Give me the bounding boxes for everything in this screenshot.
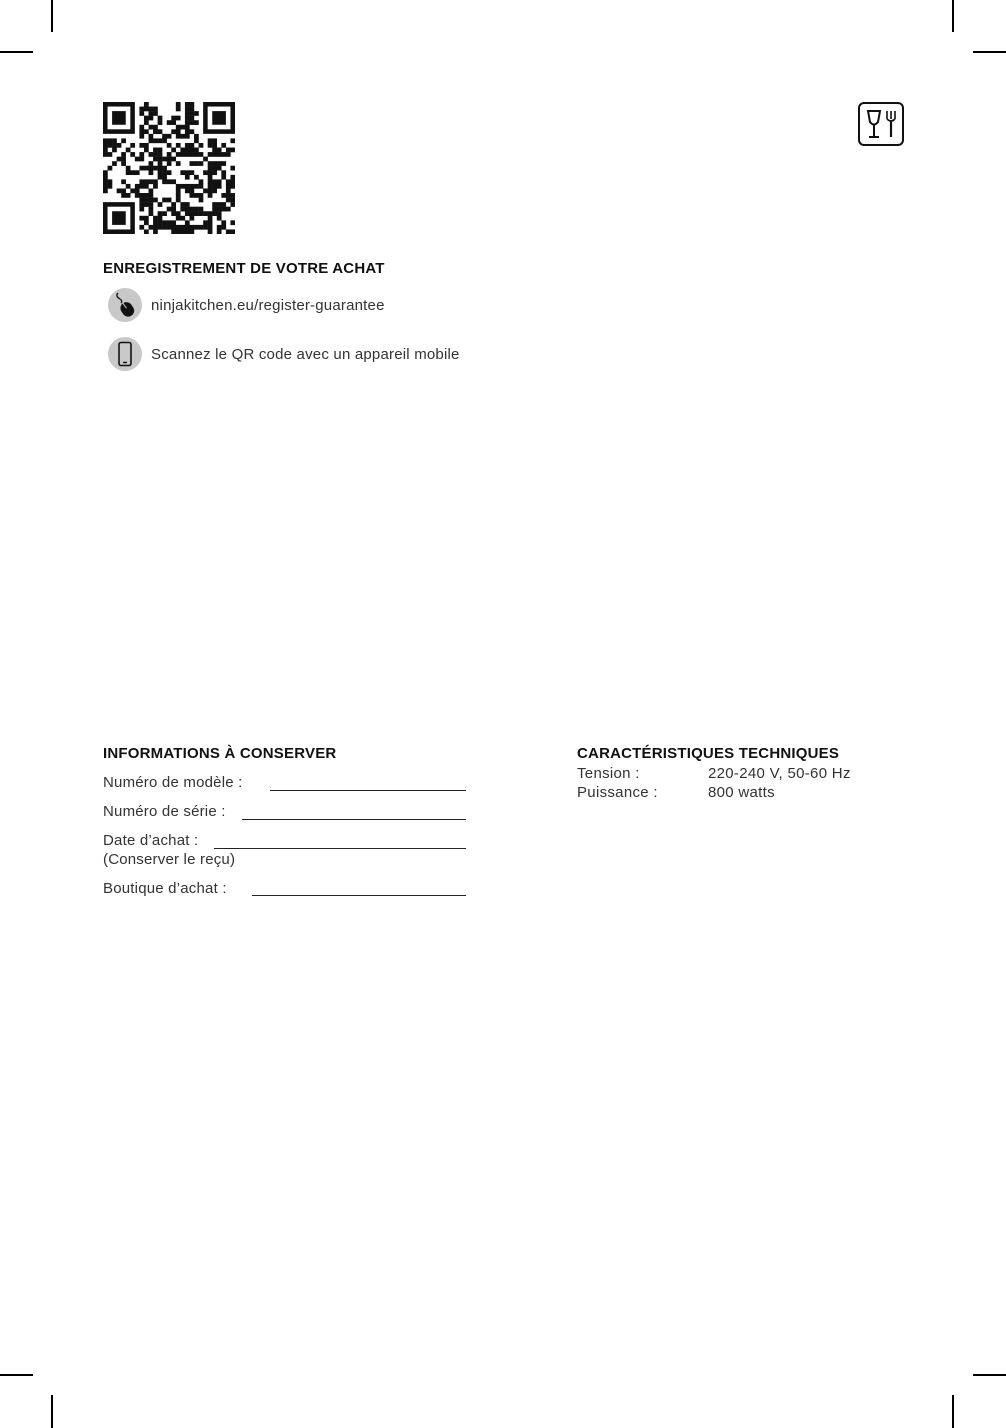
registration-url[interactable]: ninjakitchen.eu/register-guarantee — [151, 296, 385, 314]
purchase-date-label: Date d’achat : — [103, 832, 199, 849]
crop-mark — [51, 1395, 53, 1428]
crop-mark — [0, 1374, 33, 1376]
mouse-icon — [108, 288, 142, 322]
crop-mark — [952, 1395, 954, 1428]
voltage-value: 220-240 V, 50-60 Hz — [708, 765, 851, 782]
crop-mark — [973, 1374, 1006, 1376]
info-heading: INFORMATIONS À CONSERVER — [103, 745, 337, 762]
crop-mark — [0, 51, 33, 53]
model-number-label: Numéro de modèle : — [103, 774, 243, 791]
serial-number-field[interactable] — [242, 819, 466, 820]
crop-mark — [51, 0, 53, 32]
purchase-date-field[interactable] — [214, 848, 466, 849]
smartphone-icon — [108, 337, 142, 371]
registration-mobile-row — [108, 337, 460, 371]
qr-code — [103, 102, 235, 234]
crop-mark — [973, 51, 1006, 53]
store-field[interactable] — [252, 895, 466, 896]
glass-fork-icon — [858, 102, 904, 146]
registration-heading: ENREGISTREMENT DE VOTRE ACHAT — [103, 260, 385, 277]
specs-heading: CARACTÉRISTIQUES TECHNIQUES — [577, 745, 840, 762]
model-number-field[interactable] — [270, 790, 466, 791]
power-value: 800 watts — [708, 784, 775, 801]
store-label: Boutique d’achat : — [103, 880, 227, 897]
voltage-label: Tension : — [577, 765, 640, 782]
power-label: Puissance : — [577, 784, 658, 801]
serial-number-label: Numéro de série : — [103, 803, 226, 820]
crop-mark — [952, 0, 954, 32]
registration-qr-instruction: Scannez le QR code avec un appareil mobile — [151, 345, 460, 363]
receipt-note: (Conserver le reçu) — [103, 851, 236, 868]
registration-web-row — [108, 288, 385, 322]
